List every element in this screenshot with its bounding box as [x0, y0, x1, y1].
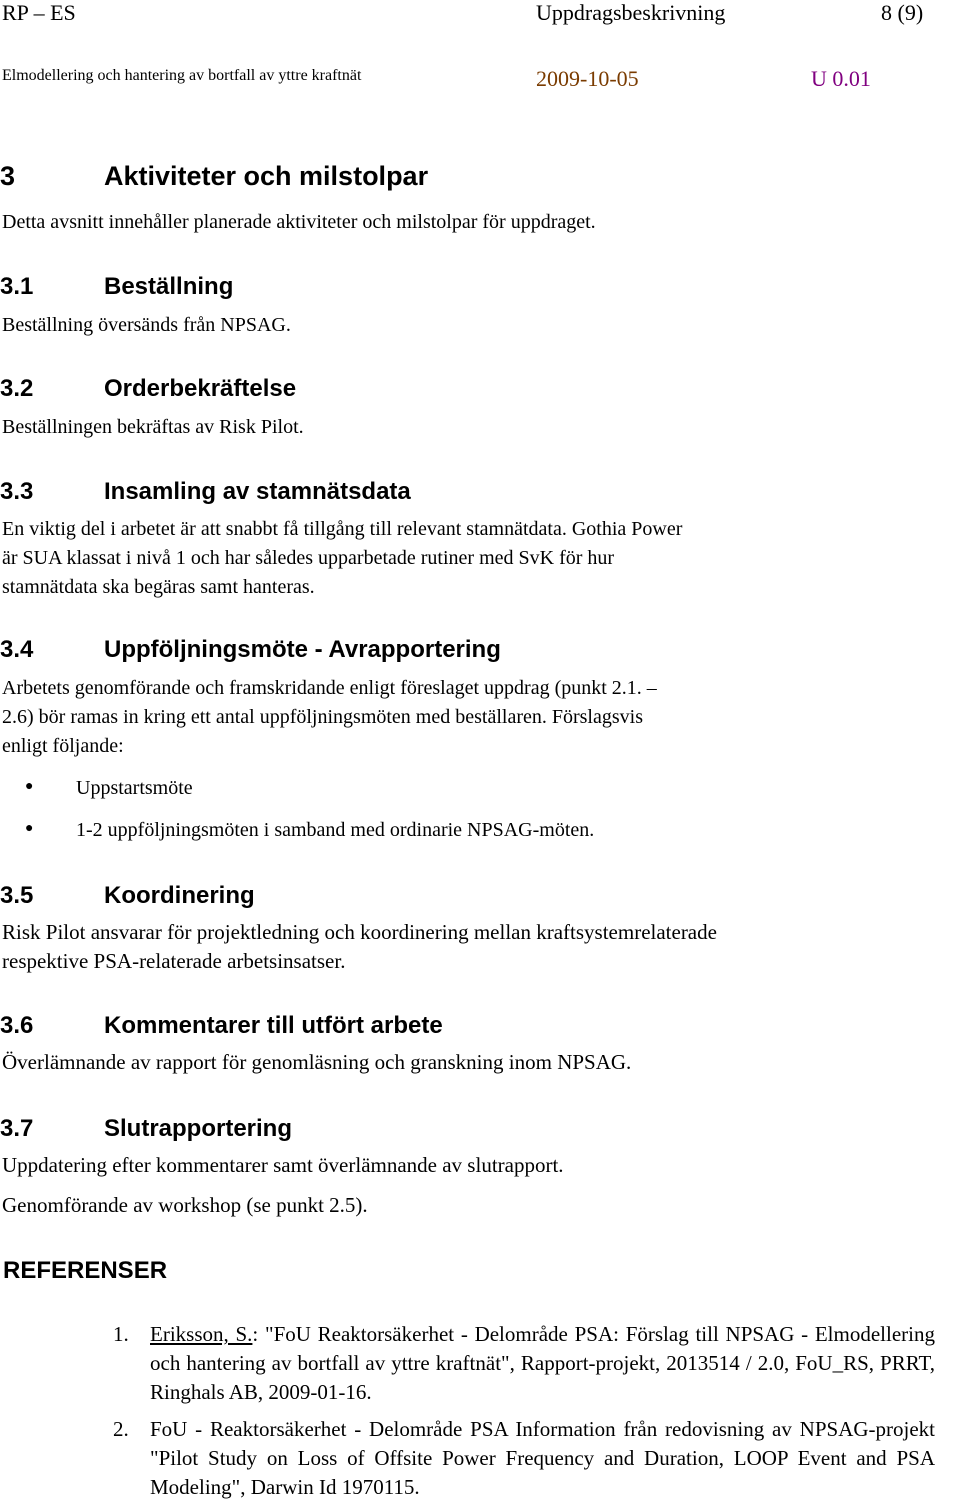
section-number: 3.7	[0, 1115, 34, 1142]
paragraph-line: är SUA klassat i nivå 1 och har således upparbetade rutiner med SvK för hur	[2, 547, 615, 569]
section-heading-3-6	[0, 1012, 960, 1042]
section-heading-3-4	[0, 636, 960, 666]
section-number: 3.5	[0, 882, 34, 909]
section-number: 3.3	[0, 478, 34, 505]
paragraph-line: enligt följande:	[2, 735, 124, 757]
reference-item	[0, 1320, 960, 1410]
section-heading-3-1	[0, 273, 960, 303]
section-3-1-text: Beställning översänds från NPSAG.	[2, 314, 291, 336]
section-heading-3	[0, 161, 960, 195]
section-title: Slutrapportering	[104, 1115, 293, 1142]
section-title: Uppföljningsmöte - Avrapportering	[104, 636, 501, 663]
section-title: Kommentarer till utfört arbete	[104, 1012, 443, 1039]
reference-number: 1.	[113, 1322, 129, 1346]
paragraph-line: 2.6) bör ramas in kring ett antal uppföljningsmöten med beställaren. Förslagsvis	[2, 706, 643, 728]
section-number: 3.1	[0, 273, 34, 300]
header-date: 2009-10-05	[536, 66, 639, 91]
section-title: Orderbekräftelse	[104, 375, 297, 402]
section-heading-3-3	[0, 478, 960, 508]
section-number: 3.2	[0, 375, 34, 402]
reference-details: : "FoU Reaktorsäkerhet - Delområde PSA: Förslag till NPSAG - Elmodellering och hantering av bortfall av yttre kraftnät", Rapport-projekt, 2013514 / 2.0, FoU_RS, PRRT, Ringhals AB, 2009-01-16.	[150, 1322, 935, 1404]
reference-author-link[interactable]: Eriksson, S.	[150, 1322, 253, 1346]
header-left: RP – ES	[2, 0, 76, 25]
section-title: Insamling av stamnätsdata	[104, 478, 411, 505]
section-3-intro: Detta avsnitt innehåller planerade aktiviteter och milstolpar för uppdraget.	[2, 211, 596, 233]
paragraph-line: Arbetets genomförande och framskridande enligt föreslaget uppdrag (punkt 2.1. –	[2, 677, 657, 699]
reference-text: FoU - Reaktorsäkerhet - Delområde PSA Information från redovisning av NPSAG-projekt "Pilot Study on Loss of Offsite Power Frequency and Duration, LOOP Event and PSA Modeling", Darwin Id 1970115.	[150, 1417, 935, 1499]
section-heading-3-2	[0, 375, 960, 405]
section-heading-3-7	[0, 1115, 960, 1145]
reference-number: 2.	[113, 1417, 129, 1441]
section-title: Aktiviteter och milstolpar	[104, 161, 429, 191]
list-item-text: Uppstartsmöte	[76, 777, 193, 799]
bullet-icon: ●	[25, 821, 34, 836]
reference-item	[0, 1415, 960, 1501]
list-item-text: 1-2 uppföljningsmöten i samband med ordinarie NPSAG-möten.	[76, 819, 595, 841]
section-title: Beställning	[104, 273, 234, 300]
section-number: 3.6	[0, 1012, 34, 1039]
list-item	[0, 816, 960, 845]
section-3-7-text-2: Genomförande av workshop (se punkt 2.5).	[2, 1193, 368, 1217]
section-number: 3.4	[0, 636, 34, 663]
references-heading: REFERENSER	[3, 1257, 168, 1284]
section-heading-3-5	[0, 882, 960, 912]
page-number: 8 (9)	[881, 0, 924, 25]
header-version: U 0.01	[811, 66, 871, 91]
header-title: Uppdragsbeskrivning	[536, 0, 726, 25]
section-3-2-text: Beställningen bekräftas av Risk Pilot.	[2, 416, 304, 438]
header-subtitle: Elmodellering och hantering av bortfall av yttre kraftnät	[2, 67, 362, 84]
paragraph-line: En viktig del i arbetet är att snabbt få tillgång till relevant stamnätdata. Gothia Power	[2, 518, 683, 540]
paragraph-line: stamnätdata ska begäras samt hanteras.	[2, 576, 315, 598]
section-number: 3	[0, 161, 16, 191]
list-item	[0, 774, 960, 803]
bullet-icon: ●	[25, 779, 34, 794]
section-3-6-text: Överlämnande av rapport för genomläsning och granskning inom NPSAG.	[2, 1050, 632, 1074]
paragraph-line: Risk Pilot ansvarar för projektledning och koordinering mellan kraftsystemrelaterade	[2, 920, 717, 944]
section-title: Koordinering	[104, 882, 255, 909]
reference-text	[150, 1320, 935, 1407]
paragraph-line: respektive PSA-relaterade arbetsinsatser.	[2, 949, 346, 973]
section-3-7-text-1: Uppdatering efter kommentarer samt överlämnande av slutrapport.	[2, 1153, 564, 1177]
